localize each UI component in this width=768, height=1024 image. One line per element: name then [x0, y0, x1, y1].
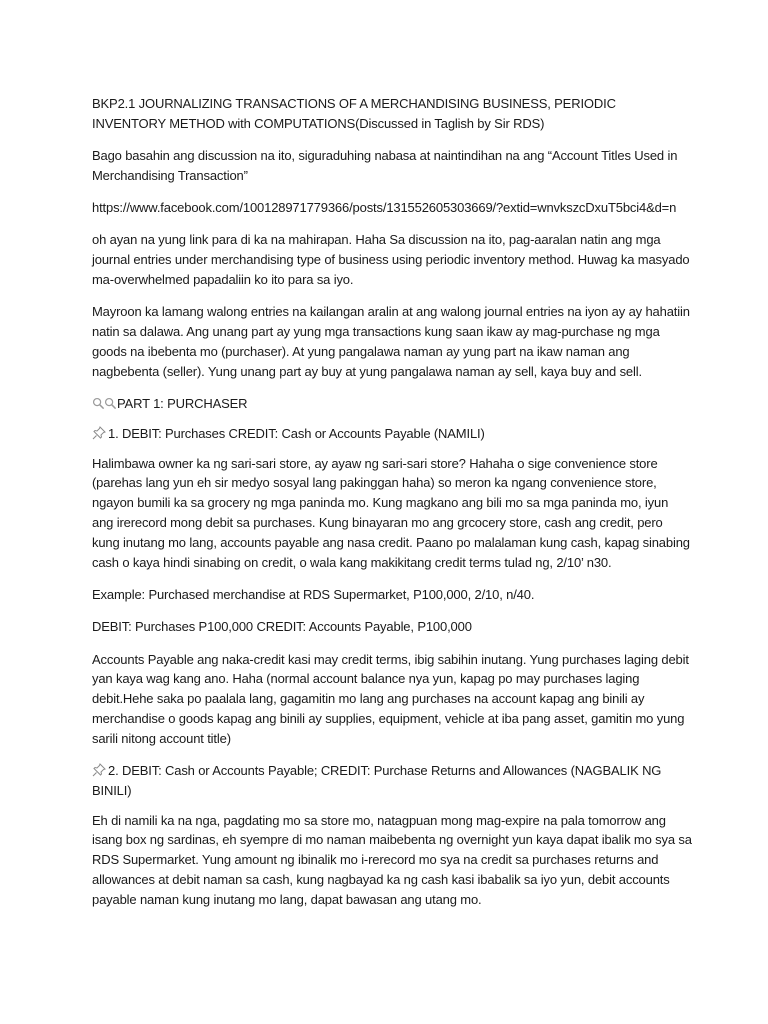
- entry1-heading: 1. DEBIT: Purchases CREDIT: Cash or Accounts Payable (NAMILI): [108, 425, 485, 441]
- overview-paragraph: oh ayan na yung link para di ka na mahirapan. Haha Sa discussion na ito, pag-aaralan natin ang mga journal entries under merchandising type of business using periodic inventory method. Huwag ka masyado ma-overwhelmed papadaliin ko ito para sa iyo.: [92, 232, 690, 288]
- document-body: [92, 94, 692, 922]
- entry2-paragraph: Eh di namili ka na nga, pagdating mo sa store mo, natagpuan mong mag-expire na pala tomorrow ang isang box ng sardinas, eh syempre di mo naman maibebenta ng overnight yun kaya dapat ibalik mo sya sa RDS Supermarket. Yung amount ng ibinalik mo i-rerecord mo sya na credit sa purchases returns and allowances at debit naman sa cash, kung nagbayad ka ng cash kasi ibabalik sa iyo yun, debit accounts payable naman kung inutang mo lang, dapat bawasan ang utang mo.: [92, 812, 692, 907]
- entry1-heading-row: [92, 424, 692, 444]
- entry2-heading-row: [92, 761, 692, 801]
- pushpin-icon: [92, 426, 106, 440]
- facebook-link[interactable]: https://www.facebook.com/100128971779366/posts/131552605303669/?extid=wnvkszcDxuT5bci4&d=n: [92, 200, 677, 216]
- intro-paragraph: Bago basahin ang discussion na ito, siguraduhing nabasa at naintindihan na ang “Account Titles Used in Merchandising Transaction”: [92, 148, 678, 183]
- entry2-heading: 2. DEBIT: Cash or Accounts Payable; CREDIT: Purchase Returns and Allowances (NAGBALIK NG BINILI): [92, 763, 662, 798]
- parts-paragraph: Mayroon ka lamang walong entries na kailangan aralin at ang walong journal entries na iyon ay ay hahatiin natin sa dalawa. Ang unang part ay yung mga transactions kung saan ikaw ay mag-purchase ng mga goods na ibebenta mo (purchaser). At yung pangalawa naman ay yung part na ikaw naman ang nagbebenta (seller). Yung unang part ay buy at yung pangalawa naman ay sell, kaya buy and sell.: [92, 304, 690, 379]
- example-line: Example: Purchased merchandise at RDS Supermarket, P100,000, 2/10, n/40.: [92, 586, 535, 602]
- accounts-payable-paragraph: Accounts Payable ang naka-credit kasi may credit terms, ibig sabihin inutang. Yung purchases laging debit yan kaya wag kang ano. Haha (normal account balance nya yun, kapag po may purchases laging debit.Hehe saka po paalala lang, gagamitin mo lang ang purchases na account kapag ang binili ay merchandise o goods kapag ang binili ay supplies, equipment, vehicle at iba pang asset, gamitin mo yung sarili nitong account title): [92, 651, 689, 746]
- pushpin-icon: [92, 763, 106, 777]
- magnifier-icon: [104, 397, 117, 410]
- document-title: BKP2.1 JOURNALIZING TRANSACTIONS OF A MERCHANDISING BUSINESS, PERIODIC INVENTORY METHOD with COMPUTATIONS(Discussed in Taglish by Sir RDS): [92, 96, 616, 131]
- entry1-paragraph: Halimbawa owner ka ng sari-sari store, ay ayaw ng sari-sari store? Hahaha o sige convenience store (parehas lang yun eh sir medyo sosyal lang pakinggan haha) so meron ka ngang convenience store, ngayon bumili ka sa grocery ng mga paninda mo. Kung magkano ang bili mo sa mga paninda mo, iyun ang irerecord mong debit sa purchases. Kung binayaran mo ang grcocery store, cash ang credit, pero kung inutang mo lang, accounts payable ang nasa credit. Paano po malalaman kung cash, kapag sinabing cash o kaya hindi sinabing on credit, o wala kang makikitang credit terms tulad ng, 2/10’ n30.: [92, 455, 690, 570]
- part1-heading-row: [92, 394, 692, 414]
- journal-entry-line: DEBIT: Purchases P100,000 CREDIT: Accounts Payable, P100,000: [92, 619, 472, 635]
- part1-heading: PART 1: PURCHASER: [117, 396, 248, 412]
